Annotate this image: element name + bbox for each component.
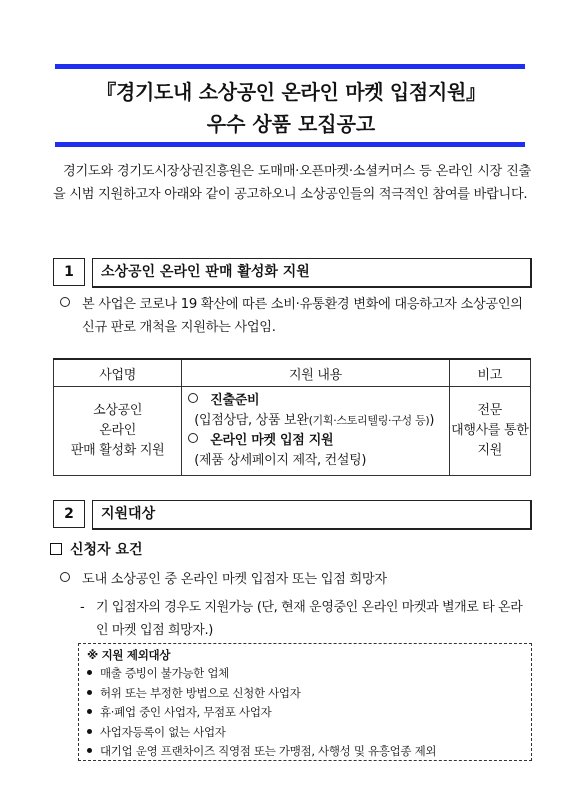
circle-bullet-icon — [60, 297, 70, 307]
content-item2-detail: (제품 상세페이지 제작, 컨설팅) — [194, 453, 367, 468]
remark-cell — [449, 387, 530, 476]
exclusion-item-text: 대기업 운영 프랜차이즈 직영점 또는 가맹점, 사행성 및 유흥업종 제외 — [100, 744, 437, 758]
exclusion-heading: ※ 지원 제외대상 — [87, 648, 171, 662]
section2-bullet — [60, 570, 387, 590]
bullet-dot-icon — [87, 709, 92, 714]
list-item — [87, 742, 523, 762]
list-item — [87, 684, 523, 704]
circle-bullet-icon — [60, 572, 70, 582]
section1-title: 소상공인 온라인 판매 활성화 지원 — [92, 258, 532, 288]
business-name-cell — [54, 387, 182, 476]
section1-number: 1 — [53, 258, 85, 286]
bullet-dot-icon — [87, 748, 92, 753]
exclusion-item-text: 휴·폐업 중인 사업자, 무점포 사업자 — [100, 705, 272, 719]
section2-number: 2 — [53, 500, 85, 528]
section2-dash-text: 기 입점자의 경우도 지원가능 (단, 현재 운영중인 온라인 마켓과 별개로 타 온라인 마켓 입점 희망자.) — [96, 600, 523, 638]
content-item2-title-row — [188, 431, 442, 451]
bullet-dot-icon — [87, 670, 92, 675]
remark-line: 전문 — [477, 403, 503, 418]
table-row — [54, 387, 531, 476]
applicant-requirements-heading — [50, 539, 143, 559]
business-name-line: 판매 활성화 지원 — [70, 443, 165, 458]
section2-bullet-text: 도내 소상공인 중 온라인 마켓 입점자 또는 입점 희망자 — [82, 572, 387, 587]
list-item — [87, 664, 523, 684]
exclusion-item-text: 매출 증빙이 불가능한 업체 — [100, 666, 229, 680]
remark-line: 지원 — [477, 443, 503, 458]
page-title: 『경기도내 소상공인 온라인 마켓 입점지원』 — [96, 80, 486, 104]
section1-bullet-text: 본 사업은 코로나 19 확산에 따른 소비·유통환경 변화에 대응하고자 소상공인의 신규 판로 개척을 지원하는 사업임. — [82, 297, 523, 335]
business-name-line: 소상공인 — [93, 403, 143, 418]
list-item — [87, 703, 523, 723]
table-header-content: 지원 내용 — [182, 359, 449, 387]
section2-title: 지원대상 — [92, 500, 532, 530]
circle-bullet-icon — [188, 393, 198, 403]
circle-bullet-icon — [188, 433, 198, 443]
section1-bullet — [60, 293, 532, 339]
bullet-dot-icon — [87, 729, 92, 734]
applicant-requirements-label: 신청자 요건 — [70, 542, 143, 558]
support-table — [53, 358, 531, 476]
content-item1-detail-b: (기획·스토리텔링·구성 등) — [308, 414, 430, 427]
exclusion-item-text: 사업자등록이 없는 사업자 — [100, 724, 226, 739]
bullet-dot-icon — [87, 690, 92, 695]
table-header-business: 사업명 — [54, 359, 182, 387]
section2-dash-item — [80, 596, 532, 642]
content-item1-title-row — [188, 391, 442, 411]
exclusion-item-text: 허위 또는 부정한 방법으로 신청한 사업자 — [100, 685, 301, 700]
list-item — [87, 723, 523, 743]
table-header-remark: 비고 — [449, 359, 530, 387]
exclusion-box — [78, 643, 532, 761]
content-item1-detail — [188, 411, 442, 431]
content-item1-detail-a: (입점상담, 상품 보완 — [194, 413, 309, 428]
remark-line: 대행사를 통한 — [451, 423, 529, 438]
intro-paragraph: 경기도와 경기도시장상권진흥원은 도매매·오픈마켓·소셜커머스 등 온라인 시장 진출을 시범 지원하고자 아래와 같이 공고하오니 소상공인들의 적극적인 참여를 바랍니다. — [53, 164, 531, 202]
dash-marker: - — [80, 600, 85, 615]
title-top-bar — [55, 64, 525, 69]
page-subtitle: 우수 상품 모집공고 — [206, 112, 376, 136]
title-bottom-bar — [55, 142, 525, 147]
content-item2-title: 온라인 마켓 입점 지원 — [210, 433, 334, 448]
support-content-cell — [182, 387, 449, 476]
content-item1-title: 진출준비 — [210, 393, 260, 408]
checkbox-square-icon — [50, 543, 62, 555]
content-item1-detail-c: ) — [429, 413, 435, 428]
table-header-row — [54, 359, 531, 387]
business-name-line: 온라인 — [99, 423, 136, 438]
